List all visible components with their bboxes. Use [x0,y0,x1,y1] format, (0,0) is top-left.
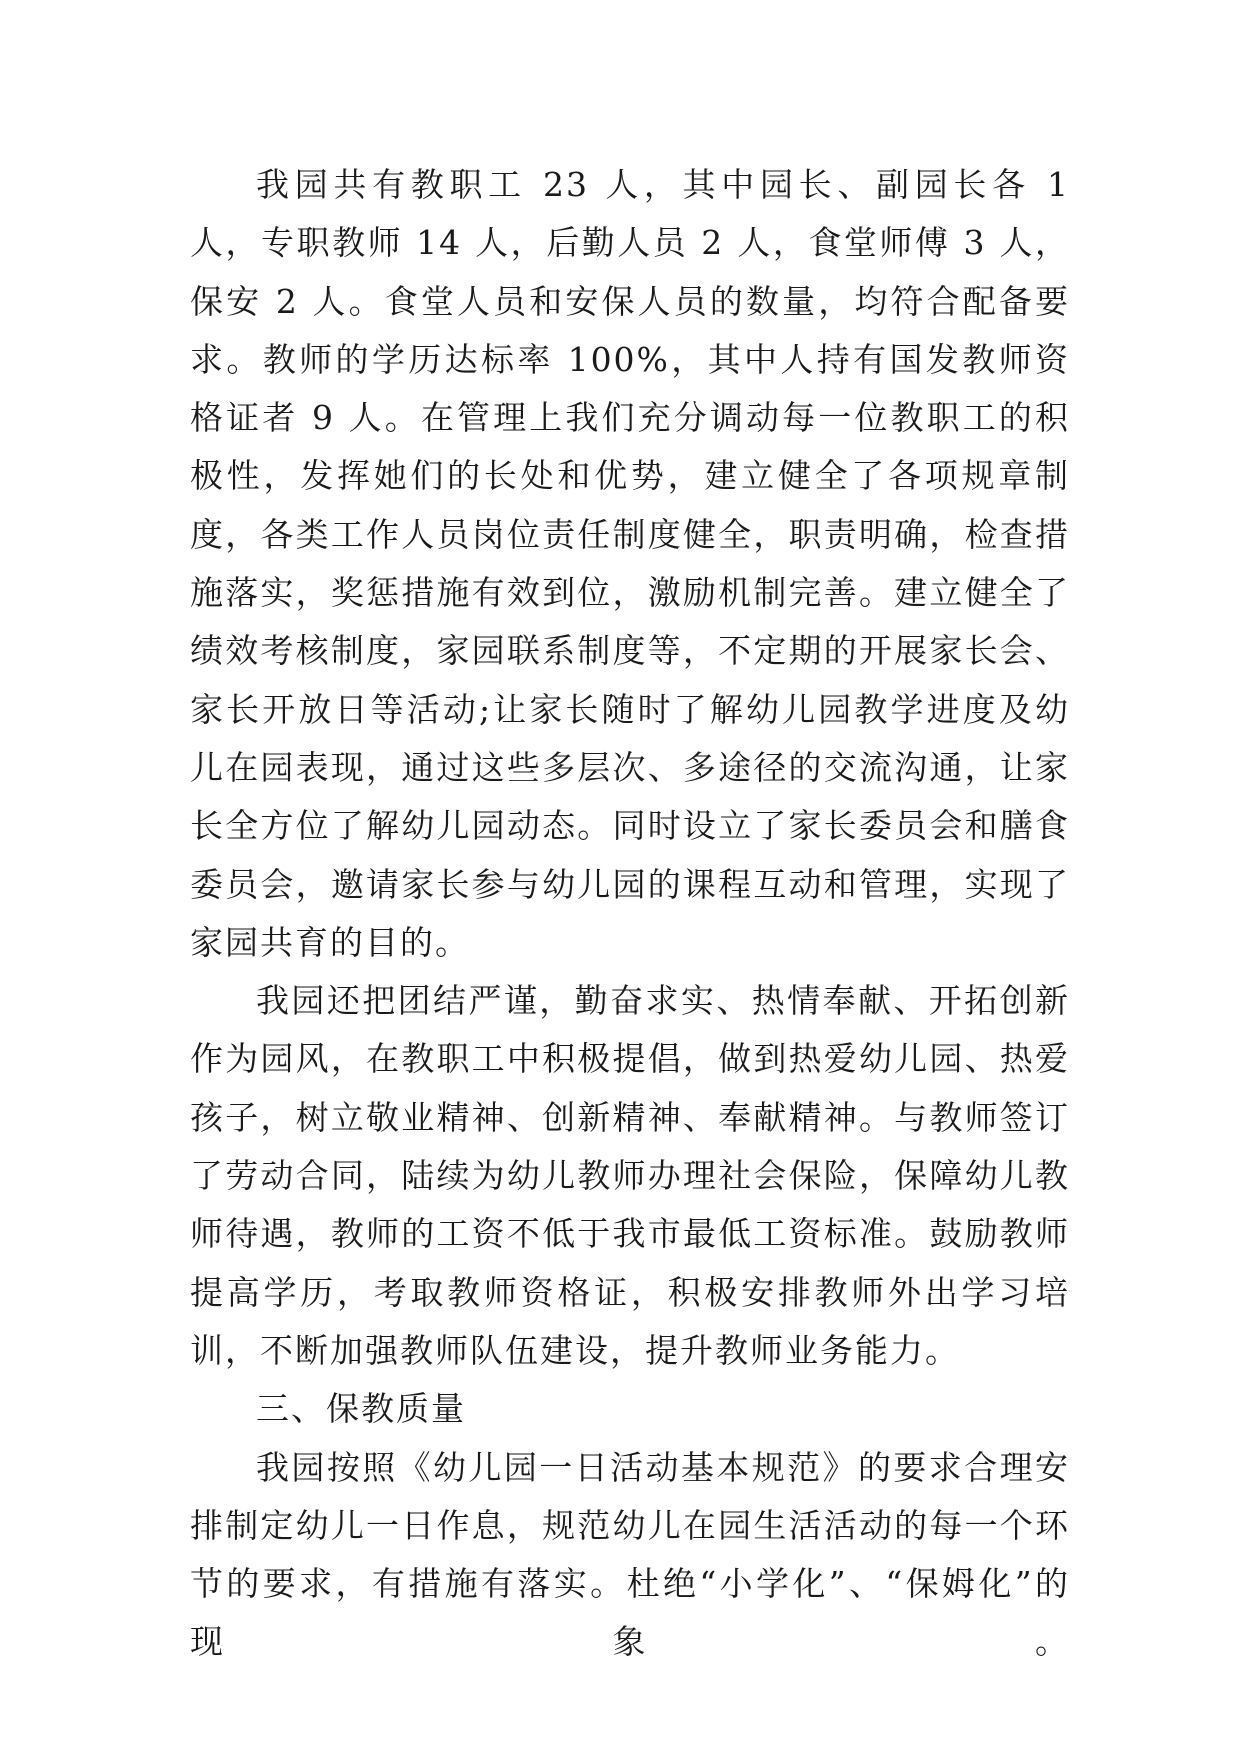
document-body [190,156,1070,1672]
paragraph-staff-management: 我园共有教职工 23 人，其中园长、副园长各 1 人，专职教师 14 人，后勤人员 2 人，食堂师傅 3 人，保安 2 人。食堂人员和安保人员的数量，均符合配备要求。教师的学历达标率 100%，其中人持有国发教师资格证者 9 人。在管理上我们充分调动每一位教职工的积极性，发挥她们的长处和优势，建立健全了各项规章制度，各类工作人员岗位责任制度健全，职责明确，检查措施落实，奖惩措施有效到位，激励机制完善。建立健全了绩效考核制度，家园联系制度等，不定期的开展家长会、家长开放日等活动;让家长随时了解幼儿园教学进度及幼儿在园表现，通过这些多层次、多途径的交流沟通，让家长全方位了解幼儿园动态。同时设立了家长委员会和膳食委员会，邀请家长参与幼儿园的课程互动和管理，实现了家园共育的目的。 [190,165,1070,962]
paragraph-kindergarten-ethos: 我园还把团结严谨，勤奋求实、热情奉献、开拓创新作为园风，在教职工中积极提倡，做到热爱幼儿园、热爱孩子，树立敬业精神、创新精神、奉献精神。与教师签订了劳动合同，陆续为幼儿教师办理社会保险，保障幼儿教师待遇，教师的工资不低于我市最低工资标准。鼓励教师提高学历，考取教师资格证，积极安排教师外出学习培训，不断加强教师队伍建设，提升教师业务能力。 [190,981,1070,1370]
paragraph-care-education-quality: 我园按照《幼儿园一日活动基本规范》的要求合理安排制定幼儿一日作息，规范幼儿在园生活活动的每一个环节的要求，有措施有落实。杜绝“小学化”、“保姆化”的现象。 [190,1447,1070,1662]
section-heading: 三、保教质量 [256,1389,466,1429]
